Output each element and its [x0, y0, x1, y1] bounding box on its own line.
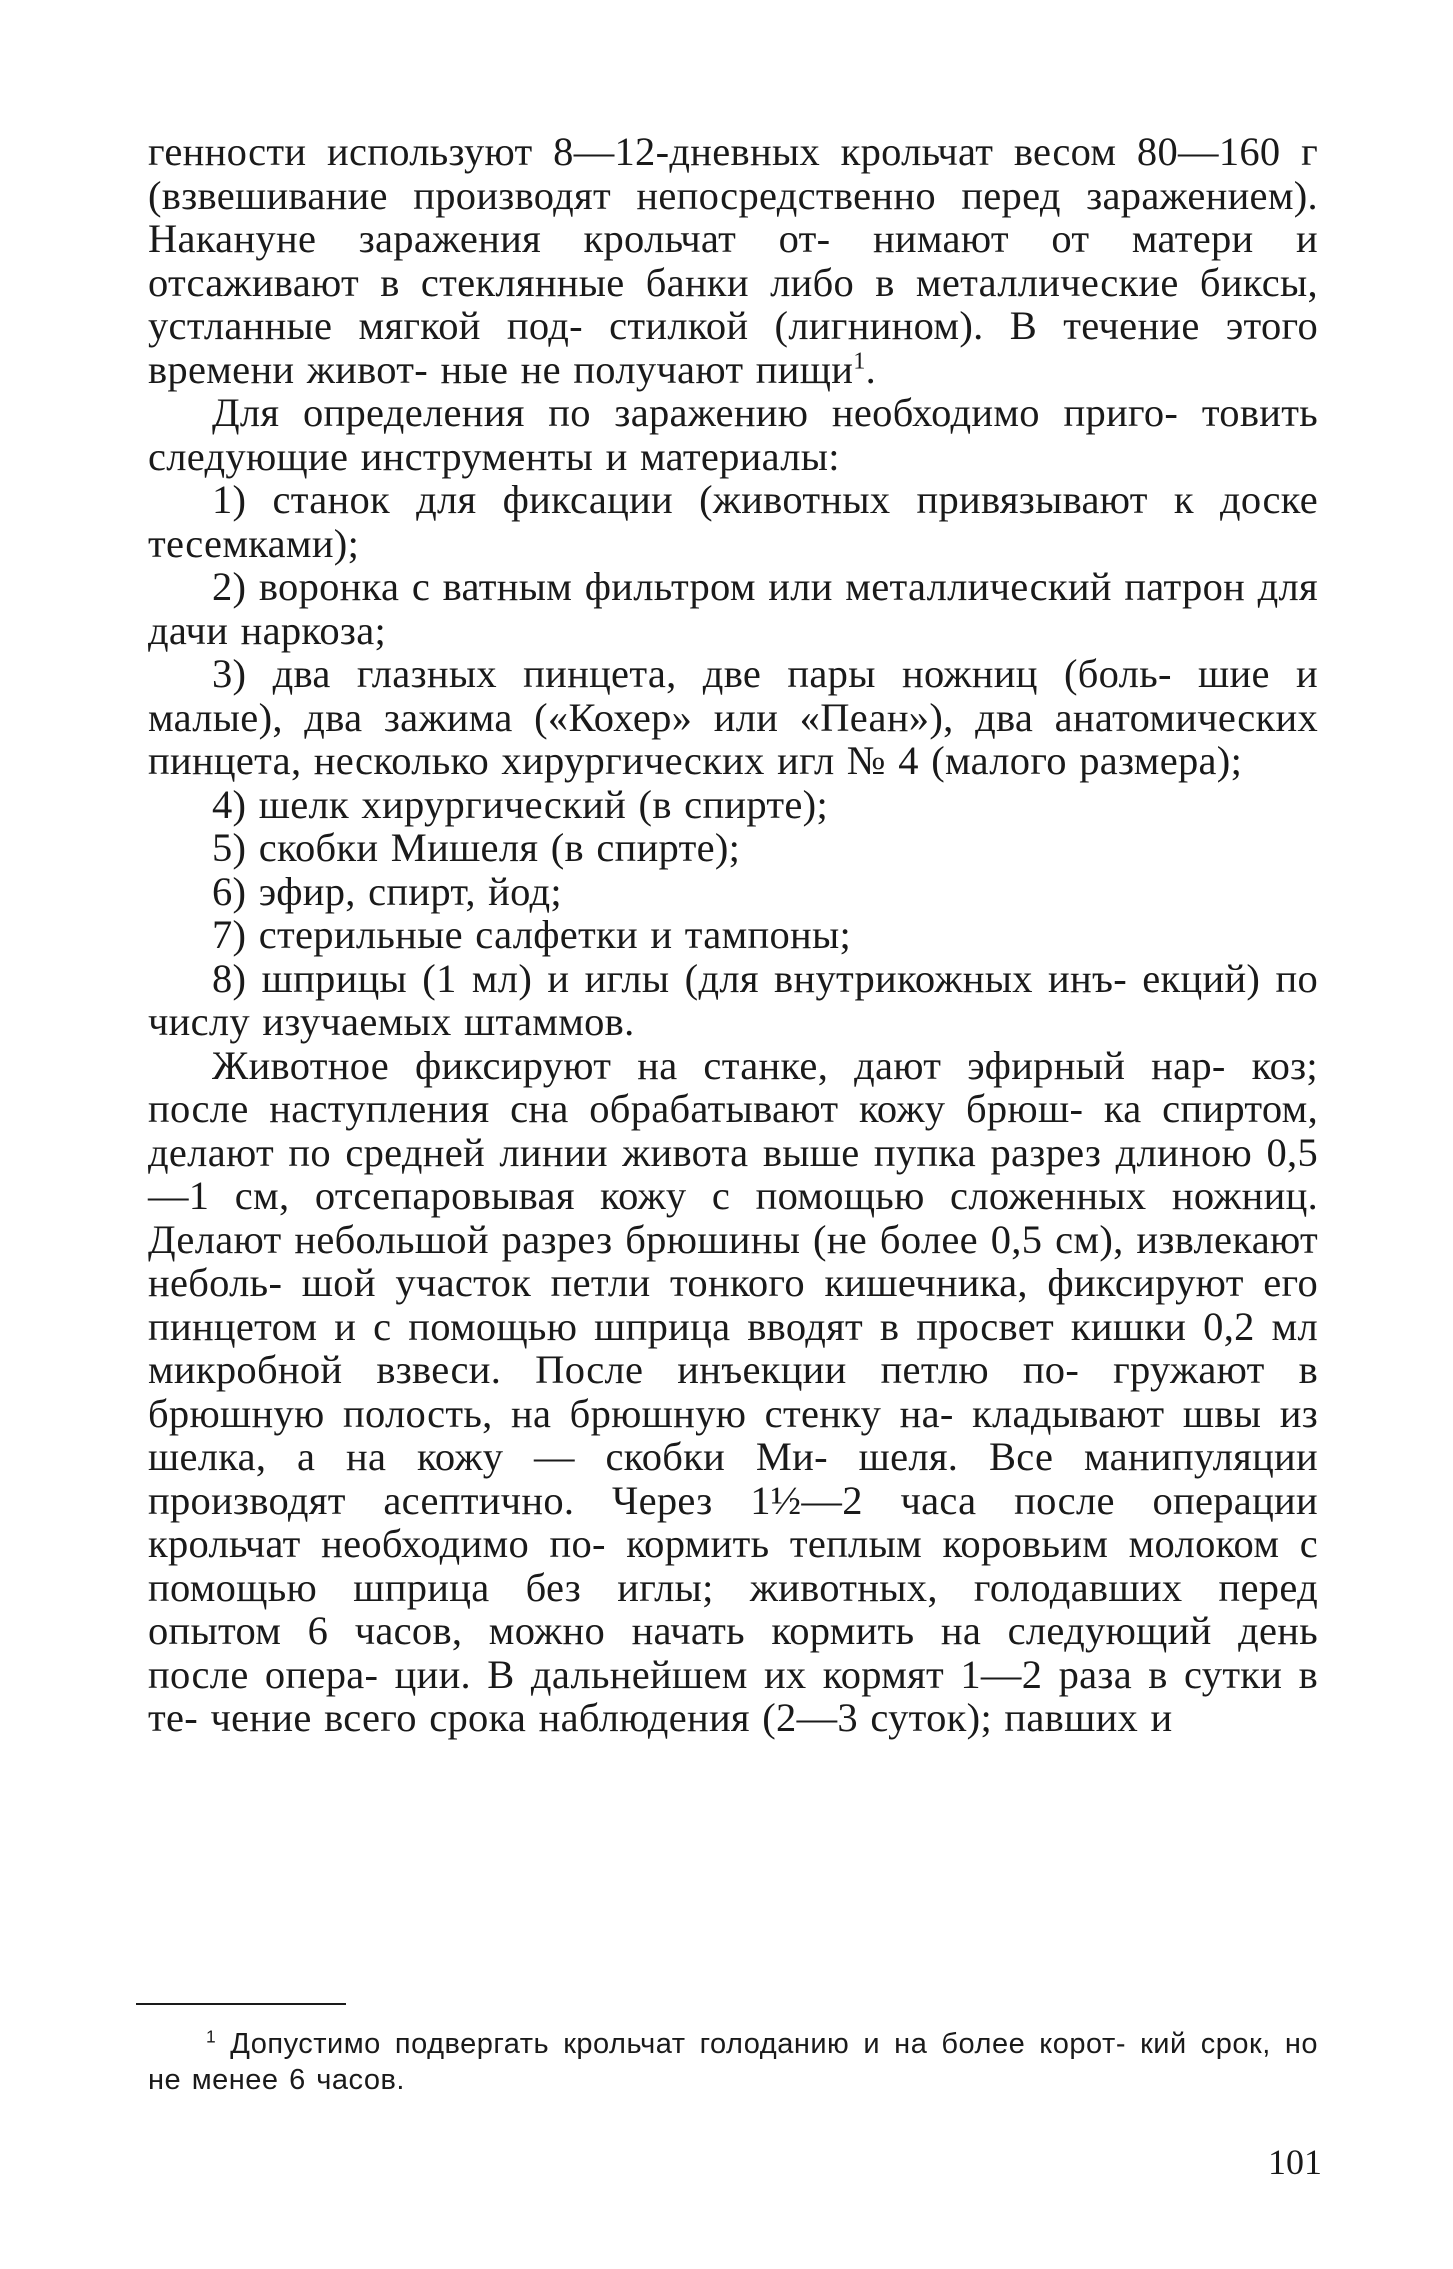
footnote-marker: 1 — [206, 2026, 217, 2047]
list-item: 5) скобки Мишеля (в спирте); — [212, 825, 741, 870]
list-item: 7) стерильные салфетки и тампоны; — [212, 912, 852, 957]
list-item: 8) шприцы (1 мл) и иглы (для внутрикожных инъ- екций) по числу изучаемых штаммов. — [148, 955, 1318, 1044]
paragraph-intro-end: . — [865, 346, 877, 392]
paragraph-intro-line-3: перед заражением). Накануне заражения крольчат от- — [148, 172, 1318, 261]
paragraph-materials-intro: Для определения по заражению необходимо приго- товить следующие инструменты и материалы: — [148, 390, 1318, 479]
paragraph-procedure: Животное фиксируют на станке, дают эфирный нар- коз; после наступления сна обрабатывают кожу брюш- ка спиртом, делают по средней линии живота выше пупка разрез длиною 0,5—1 см, отсепаровывая кожу с помощью сложенных ножниц. Делают небольшой разрез брюшины (не более 0,5 см), извлекают неболь- шой участок петли тонкого кишечника, фиксируют его пинцетом и с помощью шприца вводят в просвет кишки 0,2 мл микробной взвеси. После инъекции петлю по- гружают в брюшную полость, на брюшную стенку на- кладывают швы из шелка, а на кожу — скобки Ми- шеля. Все манипуляции производят асептично. Через 1½—2 часа после операции крольчат необходимо по- кормить теплым коровьим молоком с помощью шприца без иглы; животных, голодавших перед опытом 6 часов, можно начать кормить на следующий день после опера- ции. В дальнейшем их кормят 1—2 раза в сутки в те- чение всего срока наблюдения (2—3 суток); павших и — [148, 1042, 1318, 1740]
list-item: 3) два глазных пинцета, две пары ножниц (боль- шие и малые), два зажима («Кохер» или «Пеан»), два анатомических пинцета, несколько хирургических игл № 4 (малого размера); — [148, 651, 1318, 783]
paragraph-intro-line-7: ные не получают пищи — [440, 346, 854, 392]
paragraph-intro-line-1: генности используют 8—12-дневных крольчат весом — [148, 129, 1117, 174]
paragraph-intro-line-2: 80—160 г (взвешивание производят непосредственно — [148, 129, 1318, 218]
paragraph-intro — [148, 130, 1318, 391]
list-item: 4) шелк хирургический (в спирте); — [212, 781, 829, 827]
paragraph-intro-line-6: стилкой (лигнином). В течение этого времени живот- — [148, 303, 1318, 392]
paragraph-intro-line-5: либо в металлические биксы, устланные мягкой под- — [148, 259, 1318, 348]
footnote-reference: 1 — [853, 347, 866, 374]
paragraph-intro-line-4: нимают от матери и отсаживают в стеклянные банки — [148, 216, 1318, 305]
footnote — [148, 2026, 1318, 2098]
page-body — [148, 130, 1318, 1740]
list-item: 1) станок для фиксации (животных привязывают к доске тесемками); — [148, 477, 1318, 566]
footnote-divider — [136, 2003, 346, 2005]
footnote-text: Допустимо подвергать крольчат голоданию и на более корот- кий срок, но не менее 6 часов. — [148, 2028, 1318, 2096]
list-item: 6) эфир, спирт, йод; — [212, 868, 562, 914]
materials-list — [148, 478, 1318, 1044]
list-item: 2) воронка с ватным фильтром или металлический патрон для дачи наркоза; — [148, 564, 1318, 653]
page-number: 101 — [1268, 2142, 1322, 2182]
